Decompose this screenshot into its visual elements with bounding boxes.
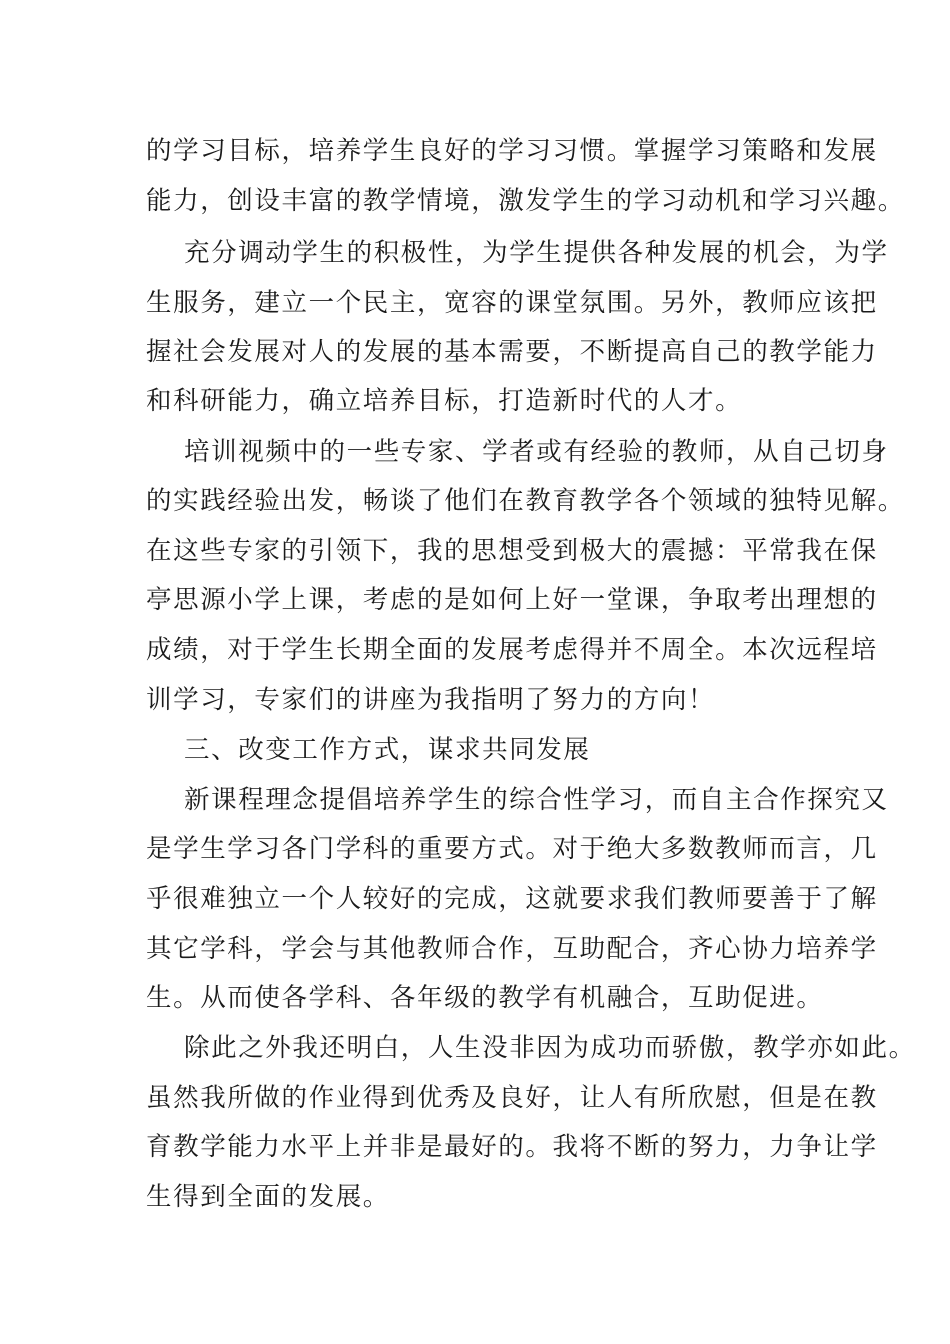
text-line: 在这些专家的引领下，我的思想受到极大的震撼：平常我在保 bbox=[146, 536, 878, 566]
text-line: 和科研能力，确立培养目标，打造新时代的人才。 bbox=[146, 386, 743, 416]
paragraph-start-line: 新课程理念提倡培养学生的综合性学习，而自主合作探究又 bbox=[184, 785, 889, 815]
text-line: 训学习，专家们的讲座为我指明了努力的方向！ bbox=[146, 685, 716, 715]
paragraph-start-line: 除此之外我还明白，人生没非因为成功而骄傲，教学亦如此。 bbox=[184, 1033, 916, 1063]
text-line: 乎很难独立一个人较好的完成，这就要求我们教师要善于了解 bbox=[146, 884, 878, 914]
text-line: 是学生学习各门学科的重要方式。对于绝大多数教师而言，几 bbox=[146, 834, 878, 864]
text-line: 其它学科，学会与其他教师合作，互助配合，齐心协力培养学 bbox=[146, 934, 878, 964]
text-line: 生服务，建立一个民主，宽容的课堂氛围。另外，教师应该把 bbox=[146, 288, 878, 318]
text-line: 亭思源小学上课，考虑的是如何上好一堂课，争取考出理想的 bbox=[146, 585, 878, 615]
paragraph-start-line: 培训视频中的一些专家、学者或有经验的教师，从自己切身 bbox=[184, 437, 889, 467]
text-line: 能力，创设丰富的教学情境，激发学生的学习动机和学习兴趣。 bbox=[146, 186, 905, 216]
paragraph-start-line: 充分调动学生的积极性，为学生提供各种发展的机会，为学 bbox=[184, 238, 889, 268]
section-heading: 三、改变工作方式，谋求共同发展 bbox=[184, 735, 591, 765]
text-line: 虽然我所做的作业得到优秀及良好，让人有所欣慰，但是在教 bbox=[146, 1083, 878, 1113]
text-line: 生。从而使各学科、各年级的教学有机融合，互助促进。 bbox=[146, 983, 824, 1013]
text-line: 生得到全面的发展。 bbox=[146, 1182, 390, 1212]
text-line: 成绩，对于学生长期全面的发展考虑得并不周全。本次远程培 bbox=[146, 635, 878, 665]
text-line: 的实践经验出发，畅谈了他们在教育教学各个领域的独特见解。 bbox=[146, 486, 905, 516]
text-line: 握社会发展对人的发展的基本需要，不断提高自己的教学能力 bbox=[146, 337, 878, 367]
text-line: 的学习目标，培养学生良好的学习习惯。掌握学习策略和发展 bbox=[146, 136, 878, 166]
text-line: 育教学能力水平上并非是最好的。我将不断的努力，力争让学 bbox=[146, 1132, 878, 1162]
